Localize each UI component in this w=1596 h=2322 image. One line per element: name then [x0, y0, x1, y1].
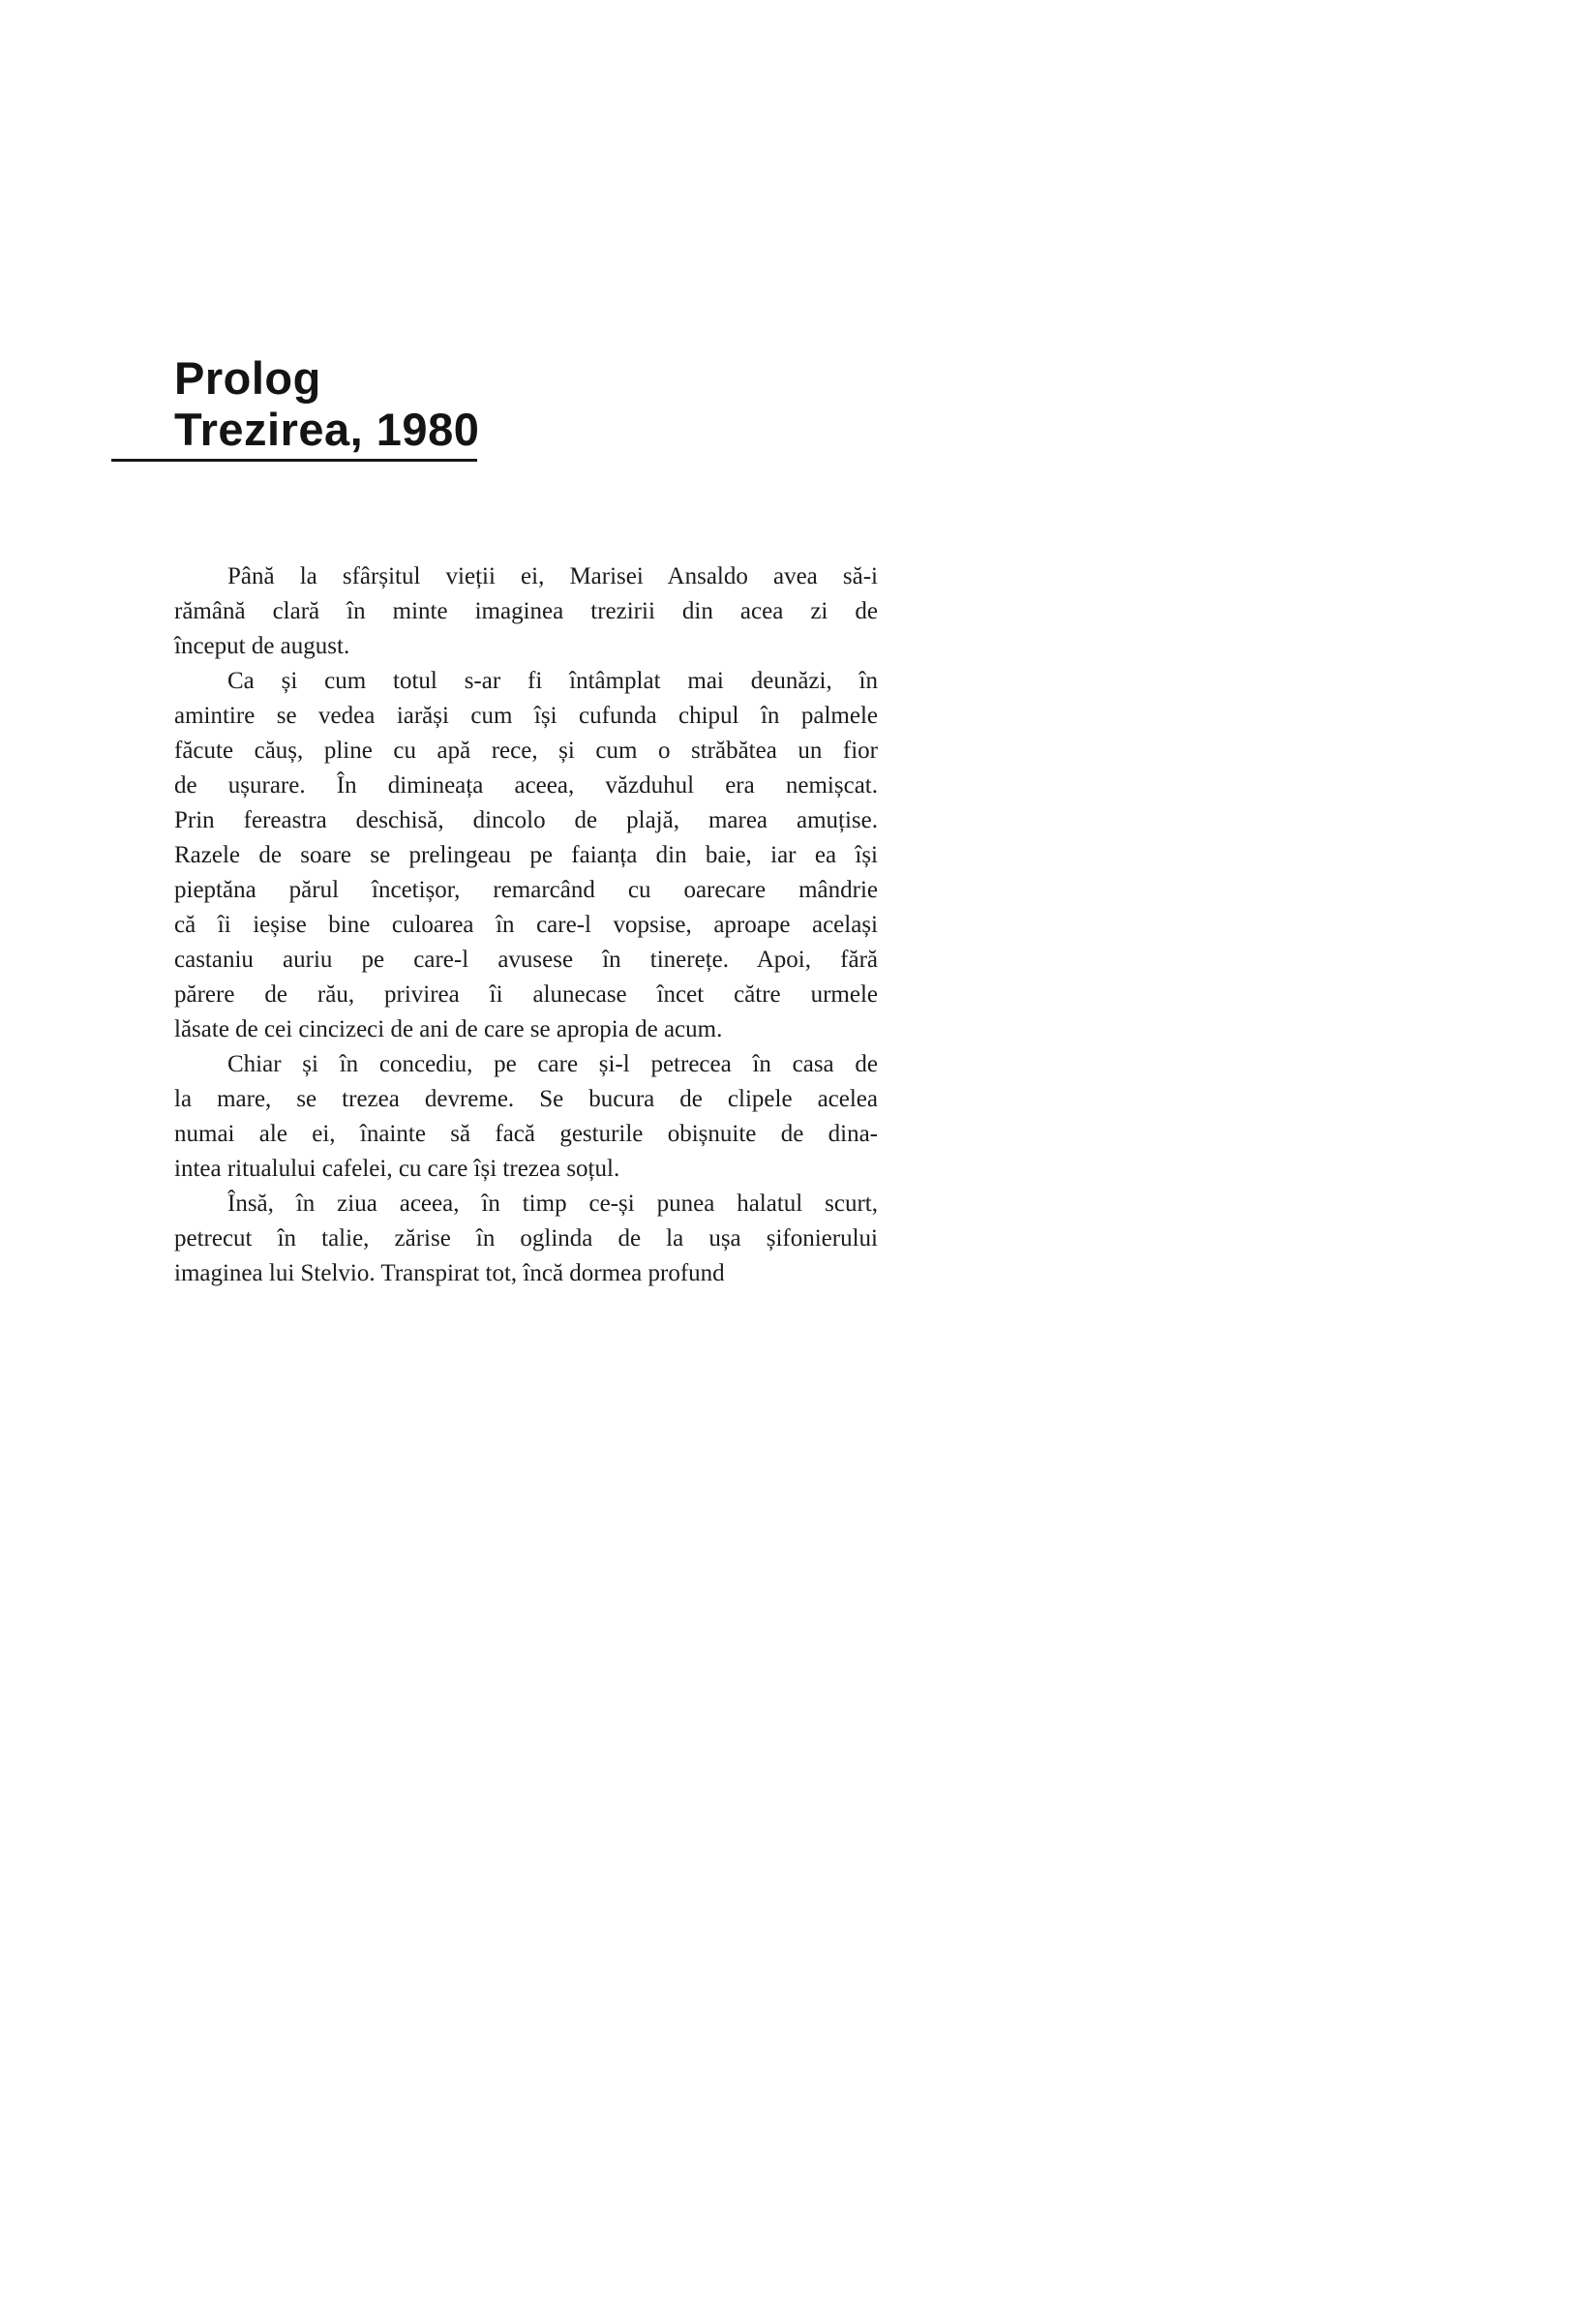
text-line: Prin fereastra deschisă, dincolo de plajă, marea amuțise.: [174, 807, 878, 833]
text-line: imaginea lui Stelvio. Transpirat tot, încă dormea profund: [174, 1260, 725, 1286]
chapter-heading: [174, 352, 479, 455]
text-line: Ca și cum totul s-ar fi întâmplat mai deunăzi, în: [227, 668, 878, 694]
body-text: [174, 559, 878, 1291]
text-line: Până la sfârșitul vieții ei, Marisei Ansaldo avea să-i: [227, 563, 878, 589]
text-line: castaniu auriu pe care-l avusese în tinerețe. Apoi, fără: [174, 947, 878, 973]
text-line: părere de rău, privirea îi alunecase încet către urmele: [174, 981, 878, 1008]
text-line: lăsate de cei cincizeci de ani de care se apropia de acum.: [174, 1016, 723, 1042]
text-line: petrecut în talie, zărise în oglinda de la ușa șifonierului: [174, 1225, 878, 1251]
text-line: de ușurare. În dimineața aceea, văzduhul era nemișcat.: [174, 772, 878, 799]
text-line: făcute căuș, pline cu apă rece, și cum o străbătea un fior: [174, 738, 878, 764]
heading-underline-rule: [111, 459, 477, 462]
text-line: început de august.: [174, 633, 350, 659]
text-line: intea ritualului cafelei, cu care își trezea soțul.: [174, 1156, 620, 1182]
text-line: la mare, se trezea devreme. Se bucura de clipele acelea: [174, 1086, 878, 1112]
text-line: Însă, în ziua aceea, în timp ce-și punea halatul scurt,: [227, 1191, 878, 1217]
text-line: Razele de soare se prelingeau pe faianța din baie, iar ea își: [174, 842, 878, 868]
text-line: pieptăna părul încetișor, remarcând cu oarecare mândrie: [174, 877, 878, 903]
text-line: rămână clară în minte imaginea trezirii din acea zi de: [174, 598, 878, 624]
chapter-title: Prolog: [174, 352, 321, 404]
text-line: că îi ieșise bine culoarea în care-l vopsise, aproape același: [174, 912, 878, 938]
chapter-subtitle: Trezirea, 1980: [174, 404, 480, 455]
text-line: amintire se vedea iarăși cum își cufunda chipul în palmele: [174, 703, 878, 729]
text-line: Chiar și în concediu, pe care și-l petrecea în casa de: [227, 1051, 878, 1077]
text-line: numai ale ei, înainte să facă gesturile obișnuite de dina-: [174, 1121, 878, 1147]
